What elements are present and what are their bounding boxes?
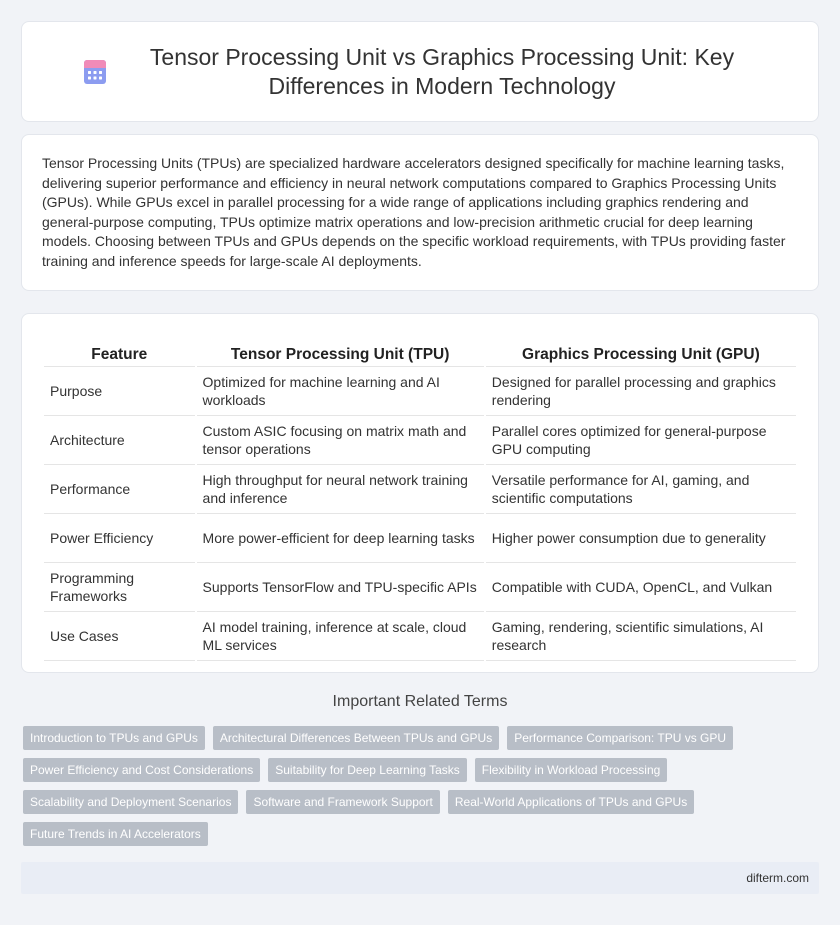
related-term-tag[interactable]: Suitability for Deep Learning Tasks	[268, 758, 467, 782]
feature-cell: Use Cases	[44, 612, 195, 661]
related-term-tag[interactable]: Performance Comparison: TPU vs GPU	[507, 726, 733, 750]
feature-cell: Architecture	[44, 416, 195, 465]
gpu-cell: Parallel cores optimized for general-purpose GPU computing	[486, 416, 796, 465]
feature-cell: Performance	[44, 465, 195, 514]
related-term-tag[interactable]: Real-World Applications of TPUs and GPUs	[448, 790, 694, 814]
table-row	[44, 563, 796, 612]
related-term-tag[interactable]: Scalability and Deployment Scenarios	[23, 790, 238, 814]
table-row	[44, 465, 796, 514]
comparison-table-card	[21, 313, 819, 673]
title-card	[21, 21, 819, 122]
table-row	[44, 612, 796, 661]
gpu-cell: Versatile performance for AI, gaming, and scientific computations	[486, 465, 796, 514]
table-header-row	[44, 334, 796, 367]
gpu-cell: Compatible with CUDA, OpenCL, and Vulkan	[486, 563, 796, 612]
feature-cell: Programming Frameworks	[44, 563, 195, 612]
table-row	[44, 367, 796, 416]
comparison-table	[42, 334, 798, 661]
tpu-cell: Optimized for machine learning and AI workloads	[197, 367, 484, 416]
related-term-tag[interactable]: Architectural Differences Between TPUs and GPUs	[213, 726, 499, 750]
table-row	[44, 416, 796, 465]
related-term-tag[interactable]: Future Trends in AI Accelerators	[23, 822, 208, 846]
related-term-tag[interactable]: Introduction to TPUs and GPUs	[23, 726, 205, 750]
related-term-tag[interactable]: Software and Framework Support	[246, 790, 439, 814]
page-title: Tensor Processing Unit vs Graphics Processing Unit: Key Differences in Modern Technology	[149, 43, 735, 99]
tpu-cell: High throughput for neural network training and inference	[197, 465, 484, 514]
table-row	[44, 514, 796, 563]
related-term-tag[interactable]: Power Efficiency and Cost Considerations	[23, 758, 260, 782]
calculator-icon	[82, 59, 108, 85]
feature-cell: Power Efficiency	[44, 514, 195, 563]
related-term-tag[interactable]: Flexibility in Workload Processing	[475, 758, 668, 782]
gpu-cell: Designed for parallel processing and graphics rendering	[486, 367, 796, 416]
related-terms-list	[23, 726, 819, 854]
related-terms-heading: Important Related Terms	[332, 693, 508, 710]
gpu-cell: Higher power consumption due to generality	[486, 514, 796, 563]
column-header-gpu: Graphics Processing Unit (GPU)	[486, 334, 796, 367]
tpu-cell: Custom ASIC focusing on matrix math and tensor operations	[197, 416, 484, 465]
intro-card	[21, 134, 819, 291]
footer	[21, 862, 819, 894]
tpu-cell: AI model training, inference at scale, cloud ML services	[197, 612, 484, 661]
site-name[interactable]: difterm.com	[746, 871, 809, 885]
column-header-feature: Feature	[44, 334, 195, 367]
tpu-cell: Supports TensorFlow and TPU-specific APIs	[197, 563, 484, 612]
intro-paragraph: Tensor Processing Units (TPUs) are specialized hardware accelerators designed specifically for machine learning tasks, delivering superior performance and efficiency in neural network computations compared to Graphics Processing Units (GPUs). While GPUs excel in parallel processing for a wide range of applications including graphics rendering and general-purpose computing, TPUs optimize matrix operations and low-precision arithmetic crucial for deep learning models. Choosing between TPUs and GPUs depends on the specific workload requirements, with TPUs providing faster training and inference speeds for large-scale AI deployments.	[42, 155, 786, 269]
tpu-cell: More power-efficient for deep learning tasks	[197, 514, 484, 563]
gpu-cell: Gaming, rendering, scientific simulations, AI research	[486, 612, 796, 661]
column-header-tpu: Tensor Processing Unit (TPU)	[197, 334, 484, 367]
feature-cell: Purpose	[44, 367, 195, 416]
